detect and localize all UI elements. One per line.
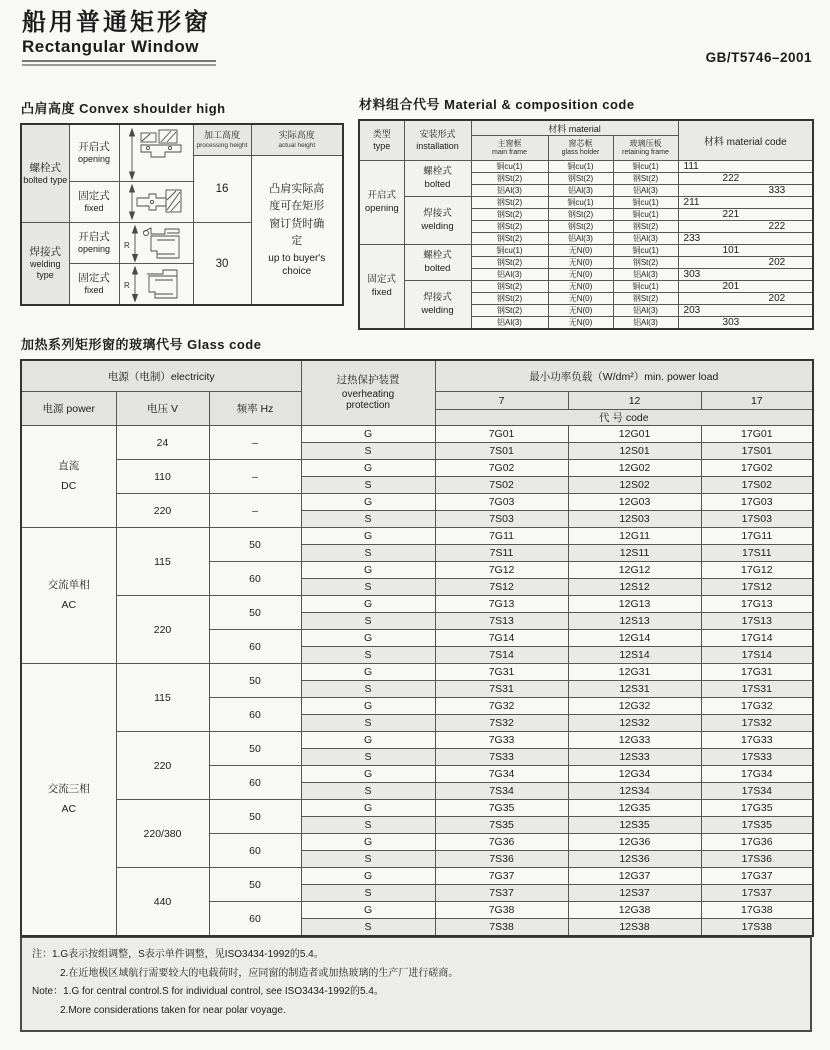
protection-mode-cell: S [301, 783, 435, 800]
table-row [21, 868, 813, 885]
material-code-cell: 221 [678, 209, 813, 221]
table-row [359, 281, 813, 293]
note-en-2: 2.More considerations taken for near polar voyage. [60, 1004, 286, 1016]
table-row [21, 596, 813, 613]
glass-code-cell: 12G37 [568, 868, 701, 885]
retaining-frame-material-cell: 铜cu(1) [613, 245, 678, 257]
glass-code-cell: 12G31 [568, 664, 701, 681]
convex-shoulder-table [20, 123, 344, 306]
power-source-cell: 交流单相 AC [21, 528, 116, 664]
glass-code-cell: 12S11 [568, 545, 701, 562]
glass-code-cell: 7S02 [435, 477, 568, 494]
glass-code-cell: 12S37 [568, 885, 701, 902]
glass-code-cell: 17G32 [701, 698, 813, 715]
power-source-cell: 直流 DC [21, 426, 116, 528]
main-frame-material-cell: 钢St(2) [471, 233, 548, 245]
glass-code-cell: 7G37 [435, 868, 568, 885]
glass-code-cell: 12G12 [568, 562, 701, 579]
main-frame-material-cell: 钢St(2) [471, 305, 548, 317]
voltage-cell: 440 [116, 868, 209, 937]
material-code-cell: 203 [678, 305, 813, 317]
type-welding-cell: 焊接式 welding type [21, 223, 69, 306]
glass-code-cell: 12G13 [568, 596, 701, 613]
glass-code-cell: 17S38 [701, 919, 813, 937]
glass-code-cell: 7S03 [435, 511, 568, 528]
frequency-cell: 60 [209, 698, 301, 732]
glass-code-cell: 17S12 [701, 579, 813, 596]
glass-code-cell: 7G33 [435, 732, 568, 749]
retaining-frame-header: 玻璃压板 retaining frame [613, 136, 678, 161]
retaining-frame-material-cell: 铜cu(1) [613, 161, 678, 173]
page-title-zh: 船用普通矩形窗 [22, 9, 211, 36]
protection-mode-cell: G [301, 834, 435, 851]
table-row [21, 494, 813, 511]
glass-code-cell: 17G02 [701, 460, 813, 477]
material-code-cell: 333 [678, 185, 813, 197]
main-frame-header: 主窗框 main frame [471, 136, 548, 161]
protection-mode-cell: G [301, 460, 435, 477]
voltage-cell: 110 [116, 460, 209, 494]
retaining-frame-material-cell: 铜cu(1) [613, 197, 678, 209]
protection-mode-cell: S [301, 579, 435, 596]
glass-code-cell: 7S37 [435, 885, 568, 902]
processing-height-header: 加工高度 processing height [193, 124, 251, 156]
protection-mode-cell: G [301, 596, 435, 613]
frequency-cell: 60 [209, 766, 301, 800]
glass-code-cell: 12S12 [568, 579, 701, 596]
retaining-frame-material-cell: 铝Al(3) [613, 185, 678, 197]
glass-code-cell: 17S02 [701, 477, 813, 494]
glass-code-cell: 7G02 [435, 460, 568, 477]
frequency-cell: 60 [209, 834, 301, 868]
glass-code-cell: 12G11 [568, 528, 701, 545]
glass-code-cell: 12S31 [568, 681, 701, 698]
diagram-welding-fixed [119, 264, 193, 306]
diagram-bolted-opening [119, 124, 193, 182]
glass-holder-material-cell: 铝Al(3) [548, 185, 613, 197]
glass-code-cell: 12G14 [568, 630, 701, 647]
installation-cell: 焊接式 welding [404, 281, 471, 330]
protection-mode-cell: S [301, 613, 435, 630]
frequency-cell: 50 [209, 800, 301, 834]
glass-code-cell: 12S03 [568, 511, 701, 528]
frequency-cell: 60 [209, 630, 301, 664]
protection-mode-cell: S [301, 749, 435, 766]
standard-code: GB/T5746–2001 [705, 50, 812, 65]
glass-code-cell: 12G34 [568, 766, 701, 783]
glass-code-cell: 12G01 [568, 426, 701, 443]
glass-code-cell: 17G12 [701, 562, 813, 579]
installation-column-header: 安装形式 installation [404, 120, 471, 161]
glass-code-cell: 7S34 [435, 783, 568, 800]
glass-holder-material-cell: 铝Al(3) [548, 233, 613, 245]
voltage-cell: 220/380 [116, 800, 209, 868]
retaining-frame-material-cell: 钢St(2) [613, 173, 678, 185]
protection-mode-cell: S [301, 511, 435, 528]
processing-height-welding: 30 [193, 223, 251, 306]
glass-code-cell: 7G31 [435, 664, 568, 681]
main-frame-material-cell: 钢St(2) [471, 257, 548, 269]
glass-holder-material-cell: 无N(0) [548, 245, 613, 257]
protection-mode-cell: G [301, 664, 435, 681]
glass-code-cell: 7G03 [435, 494, 568, 511]
power-source-cell: 交流三相 AC [21, 664, 116, 937]
window-type-cell: 开启式 opening [359, 161, 404, 245]
voltage-cell: 220 [116, 732, 209, 800]
material-code-cell: 222 [678, 221, 813, 233]
table-row [359, 197, 813, 209]
glass-code-cell: 12S01 [568, 443, 701, 460]
glass-code-cell: 7S32 [435, 715, 568, 732]
table-row [21, 360, 813, 392]
glass-code-cell: 12S35 [568, 817, 701, 834]
load-17-header: 17 [701, 392, 813, 410]
glass-code-cell: 17S33 [701, 749, 813, 766]
frequency-cell: 60 [209, 902, 301, 937]
retaining-frame-material-cell: 铜cu(1) [613, 281, 678, 293]
protection-mode-cell: S [301, 919, 435, 937]
glass-code-cell: 12G36 [568, 834, 701, 851]
glass-code-cell: 12S32 [568, 715, 701, 732]
protection-mode-cell: S [301, 715, 435, 732]
glass-code-cell: 17G33 [701, 732, 813, 749]
glass-code-section [20, 334, 812, 1032]
glass-code-cell: 17G13 [701, 596, 813, 613]
installation-cell: 螺栓式 bolted [404, 161, 471, 197]
note-en-1: Note：1.G for central control.S for individual control, see ISO3434-1992的5.4。 [32, 986, 384, 997]
protection-mode-cell: S [301, 885, 435, 902]
retaining-frame-material-cell: 铜cu(1) [613, 209, 678, 221]
protection-mode-cell: G [301, 562, 435, 579]
main-frame-material-cell: 钢St(2) [471, 281, 548, 293]
frequency-cell: – [209, 494, 301, 528]
overheating-protection-header: 过热保护装置 overheating protection [301, 360, 435, 426]
glass-code-cell: 12G35 [568, 800, 701, 817]
glass-code-cell: 7S14 [435, 647, 568, 664]
frequency-column-header: 频率 Hz [209, 392, 301, 426]
main-frame-material-cell: 铝Al(3) [471, 269, 548, 281]
power-column-header: 电源 power [21, 392, 116, 426]
glass-code-cell: 7G32 [435, 698, 568, 715]
glass-code-cell: 7S31 [435, 681, 568, 698]
glass-holder-material-cell: 钢St(2) [548, 221, 613, 233]
material-code-cell: 303 [678, 317, 813, 330]
material-code-cell: 111 [678, 161, 813, 173]
glass-holder-material-cell: 铜cu(1) [548, 161, 613, 173]
electricity-header: 电源（电制）electricity [21, 360, 301, 392]
protection-mode-cell: S [301, 681, 435, 698]
window-type-cell: 固定式 fixed [359, 245, 404, 330]
glass-code-cell: 7S35 [435, 817, 568, 834]
material-code-cell: 233 [678, 233, 813, 245]
glass-code-cell: 7G35 [435, 800, 568, 817]
page-title-en: Rectangular Window [22, 37, 199, 57]
convex-shoulder-section [20, 98, 342, 306]
glass-code-cell: 7G38 [435, 902, 568, 919]
glass-code-cell: 7G36 [435, 834, 568, 851]
table-row [359, 161, 813, 173]
glass-code-cell: 17S11 [701, 545, 813, 562]
glass-holder-material-cell: 钢St(2) [548, 173, 613, 185]
glass-code-cell: 12G38 [568, 902, 701, 919]
convex-shoulder-title: 凸肩高度 Convex shoulder high [21, 101, 226, 116]
frequency-cell: 50 [209, 528, 301, 562]
glass-code-cell: 7G12 [435, 562, 568, 579]
actual-height-header: 实际高度 actual height [251, 124, 343, 156]
main-frame-material-cell: 铝Al(3) [471, 185, 548, 197]
glass-code-cell: 7S11 [435, 545, 568, 562]
welding-opening-cell: 开启式 opening [69, 223, 119, 264]
glass-holder-material-cell: 钢St(2) [548, 209, 613, 221]
main-frame-material-cell: 钢St(2) [471, 221, 548, 233]
glass-code-cell: 7G01 [435, 426, 568, 443]
material-code-cell: 101 [678, 245, 813, 257]
protection-mode-cell: S [301, 545, 435, 562]
protection-mode-cell: G [301, 732, 435, 749]
installation-cell: 螺栓式 bolted [404, 245, 471, 281]
protection-mode-cell: G [301, 902, 435, 919]
installation-cell: 焊接式 welding [404, 197, 471, 245]
glass-code-cell: 17G14 [701, 630, 813, 647]
glass-code-cell: 17S34 [701, 783, 813, 800]
glass-code-cell: 17S35 [701, 817, 813, 834]
glass-code-cell: 12G32 [568, 698, 701, 715]
material-code-title: 材料组合代号 Material & composition code [359, 97, 635, 112]
glass-holder-material-cell: 无N(0) [548, 305, 613, 317]
protection-mode-cell: G [301, 528, 435, 545]
material-code-cell: 202 [678, 293, 813, 305]
glass-code-cell: 12G03 [568, 494, 701, 511]
load-12-header: 12 [568, 392, 701, 410]
glass-code-cell: 7S13 [435, 613, 568, 630]
glass-code-cell: 7S38 [435, 919, 568, 937]
voltage-cell: 115 [116, 664, 209, 732]
protection-mode-cell: S [301, 477, 435, 494]
min-power-load-header: 最小功率负载（W/dm²）min. power load [435, 360, 813, 392]
voltage-cell: 24 [116, 426, 209, 460]
glass-code-cell: 17S01 [701, 443, 813, 460]
cross-section-diagram [121, 184, 191, 220]
glass-code-cell: 17G37 [701, 868, 813, 885]
glass-code-cell: 12G02 [568, 460, 701, 477]
glass-code-cell: 7G13 [435, 596, 568, 613]
protection-mode-cell: S [301, 817, 435, 834]
glass-code-cell: 7G34 [435, 766, 568, 783]
table-row [21, 460, 813, 477]
material-code-cell: 222 [678, 173, 813, 185]
glass-holder-material-cell: 铜cu(1) [548, 197, 613, 209]
glass-code-cell: 17S03 [701, 511, 813, 528]
frequency-cell: 50 [209, 664, 301, 698]
glass-code-cell: 12G33 [568, 732, 701, 749]
voltage-cell: 220 [116, 596, 209, 664]
main-frame-material-cell: 钢St(2) [471, 209, 548, 221]
glass-holder-header: 窗芯框 glass holder [548, 136, 613, 161]
glass-code-cell: 7S01 [435, 443, 568, 460]
protection-mode-cell: G [301, 868, 435, 885]
frequency-cell: 50 [209, 732, 301, 766]
glass-code-cell: 17G03 [701, 494, 813, 511]
glass-code-cell: 12S02 [568, 477, 701, 494]
main-frame-material-cell: 钢St(2) [471, 173, 548, 185]
code-header: 代 号 code [435, 410, 813, 426]
glass-code-cell: 17G36 [701, 834, 813, 851]
material-code-cell: 201 [678, 281, 813, 293]
glass-code-cell: 17G01 [701, 426, 813, 443]
bolted-opening-cell: 开启式 opening [69, 124, 119, 182]
glass-code-cell: 17G11 [701, 528, 813, 545]
diagram-bolted-fixed [119, 182, 193, 223]
retaining-frame-material-cell: 钢St(2) [613, 257, 678, 269]
frequency-cell: 50 [209, 868, 301, 902]
glass-code-cell: 17S36 [701, 851, 813, 868]
cross-section-diagram [121, 125, 191, 181]
table-row [21, 664, 813, 681]
actual-height-note: 凸肩实际高度可在矩形窗订货时确定 up to buyer's choice [251, 156, 343, 306]
svg-text:R: R [124, 241, 130, 250]
main-frame-material-cell: 钢St(2) [471, 293, 548, 305]
notes-box [20, 937, 812, 1032]
voltage-cell: 115 [116, 528, 209, 596]
main-frame-material-cell: 铜cu(1) [471, 245, 548, 257]
material-group-header: 材料 material [471, 120, 678, 136]
main-frame-material-cell: 铝Al(3) [471, 317, 548, 330]
glass-code-title: 加热系列矩形窗的玻璃代号 Glass code [21, 337, 262, 352]
bolted-fixed-cell: 固定式 fixed [69, 182, 119, 223]
glass-code-cell: 17G34 [701, 766, 813, 783]
glass-code-cell: 17G31 [701, 664, 813, 681]
retaining-frame-material-cell: 铝Al(3) [613, 233, 678, 245]
glass-code-cell: 17S31 [701, 681, 813, 698]
table-row [21, 800, 813, 817]
main-frame-material-cell: 钢St(2) [471, 197, 548, 209]
retaining-frame-material-cell: 铝Al(3) [613, 305, 678, 317]
table-row [21, 124, 343, 156]
table-row [359, 120, 813, 136]
retaining-frame-material-cell: 铝Al(3) [613, 317, 678, 330]
glass-code-cell: 17S32 [701, 715, 813, 732]
note-zh-1: 注：1.G表示按组调整，S表示单件调整，见ISO3434-1992的5.4。 [32, 949, 324, 960]
glass-code-cell: 12S34 [568, 783, 701, 800]
material-code-table [358, 119, 814, 330]
cross-section-diagram [121, 266, 191, 302]
document-header [22, 10, 216, 66]
glass-code-cell: 7S33 [435, 749, 568, 766]
glass-code-cell: 7S36 [435, 851, 568, 868]
table-row [21, 528, 813, 545]
glass-code-cell: 12S13 [568, 613, 701, 630]
welding-fixed-cell: 固定式 fixed [69, 264, 119, 306]
processing-height-bolted: 16 [193, 156, 251, 223]
load-7-header: 7 [435, 392, 568, 410]
material-code-cell: 303 [678, 269, 813, 281]
type-column-header: 类型 type [359, 120, 404, 161]
glass-code-cell: 7G14 [435, 630, 568, 647]
protection-mode-cell: G [301, 800, 435, 817]
svg-text:R: R [124, 281, 130, 290]
material-code-header: 材料 material code [678, 120, 813, 161]
main-frame-material-cell: 铜cu(1) [471, 161, 548, 173]
type-bolted-cell: 螺栓式 bolted type [21, 124, 69, 223]
protection-mode-cell: G [301, 698, 435, 715]
cross-section-diagram [121, 224, 191, 262]
material-code-section [358, 94, 812, 330]
glass-code-cell: 12S33 [568, 749, 701, 766]
title-underline-rule [22, 60, 216, 66]
protection-mode-cell: S [301, 647, 435, 664]
glass-code-cell: 17S13 [701, 613, 813, 630]
glass-code-table [20, 359, 814, 937]
glass-code-cell: 12S14 [568, 647, 701, 664]
retaining-frame-material-cell: 钢St(2) [613, 293, 678, 305]
glass-code-cell: 7G11 [435, 528, 568, 545]
frequency-cell: – [209, 460, 301, 494]
glass-holder-material-cell: 无N(0) [548, 269, 613, 281]
glass-code-cell: 17G38 [701, 902, 813, 919]
protection-mode-cell: S [301, 443, 435, 460]
retaining-frame-material-cell: 铝Al(3) [613, 269, 678, 281]
frequency-cell: 60 [209, 562, 301, 596]
glass-holder-material-cell: 无N(0) [548, 281, 613, 293]
frequency-cell: 50 [209, 596, 301, 630]
table-row [359, 245, 813, 257]
protection-mode-cell: G [301, 766, 435, 783]
note-zh-2: 2.在近地极区域航行需要较大的电载荷时，应同窗的制造者或加热玻璃的生产厂进行磋商。 [60, 967, 459, 979]
glass-code-cell: 7S12 [435, 579, 568, 596]
glass-holder-material-cell: 无N(0) [548, 317, 613, 330]
protection-mode-cell: G [301, 494, 435, 511]
protection-mode-cell: G [301, 630, 435, 647]
glass-code-cell: 12S38 [568, 919, 701, 937]
table-row [21, 426, 813, 443]
glass-code-cell: 17G35 [701, 800, 813, 817]
glass-holder-material-cell: 无N(0) [548, 257, 613, 269]
diagram-welding-opening [119, 223, 193, 264]
voltage-cell: 220 [116, 494, 209, 528]
protection-mode-cell: G [301, 426, 435, 443]
retaining-frame-material-cell: 钢St(2) [613, 221, 678, 233]
frequency-cell: – [209, 426, 301, 460]
glass-code-cell: 17S14 [701, 647, 813, 664]
protection-mode-cell: S [301, 851, 435, 868]
table-row [21, 732, 813, 749]
glass-code-cell: 17S37 [701, 885, 813, 902]
material-code-cell: 211 [678, 197, 813, 209]
glass-code-cell: 12S36 [568, 851, 701, 868]
material-code-cell: 202 [678, 257, 813, 269]
voltage-column-header: 电压 V [116, 392, 209, 426]
glass-holder-material-cell: 无N(0) [548, 293, 613, 305]
